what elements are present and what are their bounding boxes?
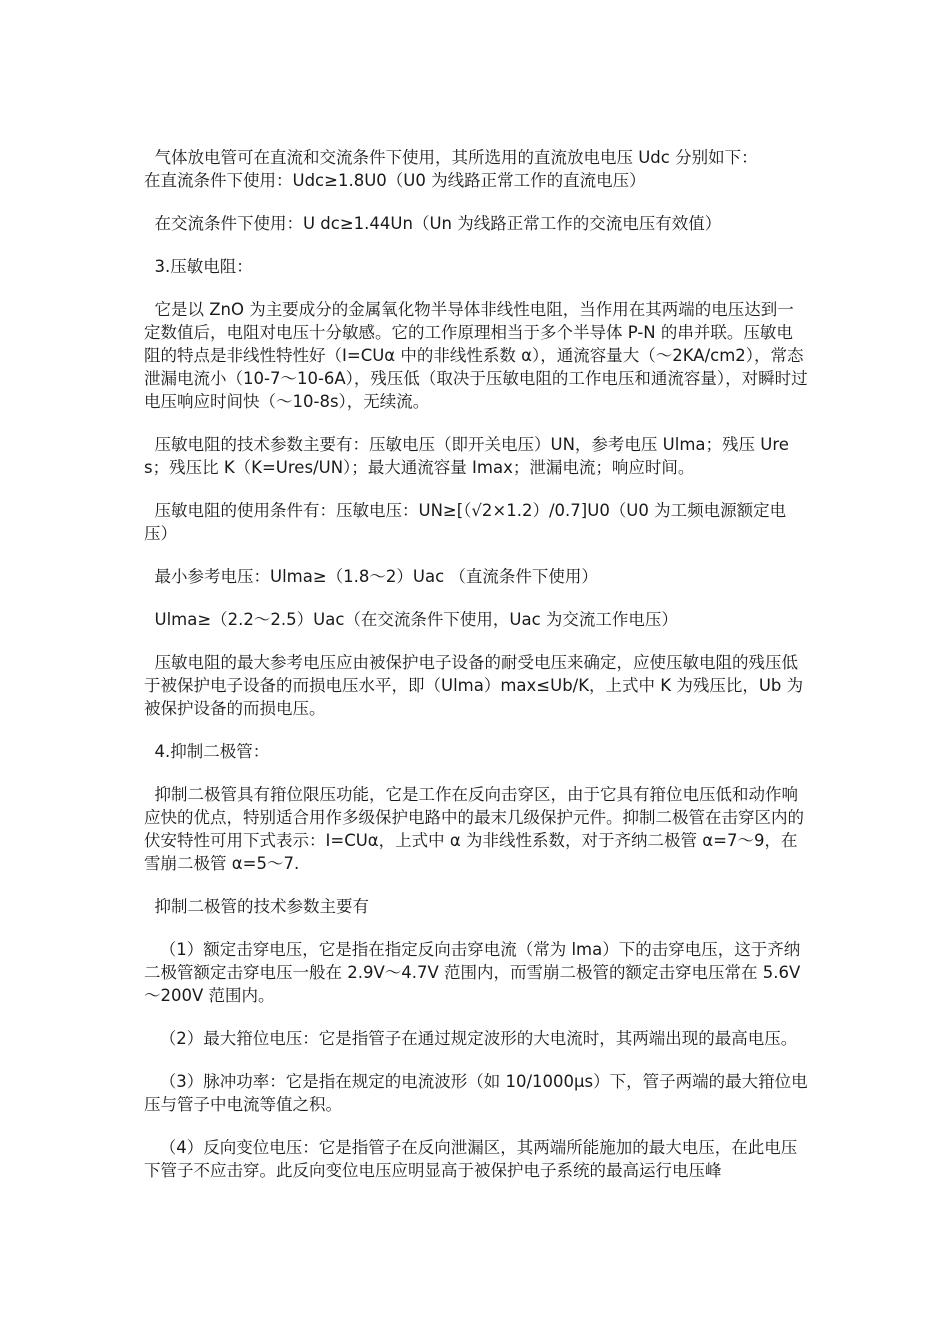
paragraph-varistor-parameters: 压敏电阻的技术参数主要有：压敏电压（即开关电压）UN，参考电压 Ulma；残压 Ures；残压比 K（K=Ures/UN）；最大通流容量 Imax；泄漏电流；响应时间。 (144, 435, 789, 477)
list-item-clamp-voltage: （2）最大箝位电压：它是指管子在通过规定波形的大电流时，其两端出现的最高电压。 (144, 1029, 798, 1048)
list-item-breakdown-voltage: （1）额定击穿电压，它是指在指定反向击穿电流（常为 lma）下的击穿电压，这于齐纳二极管额定击穿电压一般在 2.9V～4.7V 范围内，而雪崩二极管的额定击穿电压常在 5.6V～200V 范围内。 (144, 940, 801, 1005)
paragraph-varistor-description: 它是以 ZnO 为主要成分的金属氧化物半导体非线性电阻，当作用在其两端的电压达到一定数值后，电阻对电压十分敏感。它的工作原理相当于多个半导体 P-N 的串并联。压敏电阻的特点是非线性特性好（I=CUα 中的非线性系数 α），通流容量大（～2KA/cm2），常态泄漏电流小（10-7～10-6A），残压低（取决于压敏电阻的工作电压和通流容量），对瞬时过电压响应时间快（～10-8s），无续流。 (144, 300, 808, 411)
list-item-pulse-power: （3）脉冲功率：它是指在规定的电流波形（如 10/1000μs）下，管子两端的最大箝位电压与管子中电流等值之积。 (144, 1072, 808, 1114)
section-heading-suppressor-diode: 4.抑制二极管： (144, 742, 270, 761)
paragraph-ac-condition: 在交流条件下使用：U dc≥1.44Un（Un 为线路正常工作的交流电压有效值） (144, 214, 722, 233)
paragraph-dc-condition: 在直流条件下使用：Udc≥1.8U0（U0 为线路正常工作的直流电压） (144, 171, 646, 190)
paragraph-gas-tube-intro: 气体放电管可在直流和交流条件下使用，其所选用的直流放电电压 Udc 分别如下： (144, 148, 758, 167)
list-item-reverse-standoff-voltage: （4）反向变位电压：它是指管子在反向泄漏区，其两端所能施加的最大电压，在此电压下管子不应击穿。此反向变位电压应明显高于被保护电子系统的最高运行电压峰 (144, 1138, 798, 1180)
section-heading-varistor: 3.压敏电阻： (144, 257, 253, 276)
paragraph-min-reference-voltage: 最小参考电压：Ulma≥（1.8～2）Uac （直流条件下使用） (144, 567, 598, 586)
paragraph-max-reference-voltage: 压敏电阻的最大参考电压应由被保护电子设备的耐受电压来确定，应使压敏电阻的残压低于被保护电子设备的而损电压水平，即（Ulma）max≤Ub/K，上式中 K 为残压比，Ub 为被保护设备的而损电压。 (144, 653, 804, 718)
paragraph-ac-reference-voltage: Ulma≥（2.2～2.5）Uac（在交流条件下使用，Uac 为交流工作电压） (144, 610, 678, 629)
paragraph-varistor-conditions: 压敏电阻的使用条件有：压敏电压：UN≥[（√2×1.2）/0.7]U0（U0 为工频电源额定电压） (144, 501, 787, 543)
paragraph-suppressor-description: 抑制二极管具有箝位限压功能，它是工作在反向击穿区，由于它具有箝位电压低和动作响应快的优点，特别适合用作多级保护电路中的最末几级保护元件。抑制二极管在击穿区内的伏安特性可用下式表示：I=CUα，上式中 α 为非线性系数，对于齐纳二极管 α=7～9，在雪崩二极管 α=5～7. (144, 785, 804, 873)
paragraph-suppressor-parameters-heading: 抑制二极管的技术参数主要有 (144, 897, 369, 916)
document-body (144, 146, 809, 1202)
